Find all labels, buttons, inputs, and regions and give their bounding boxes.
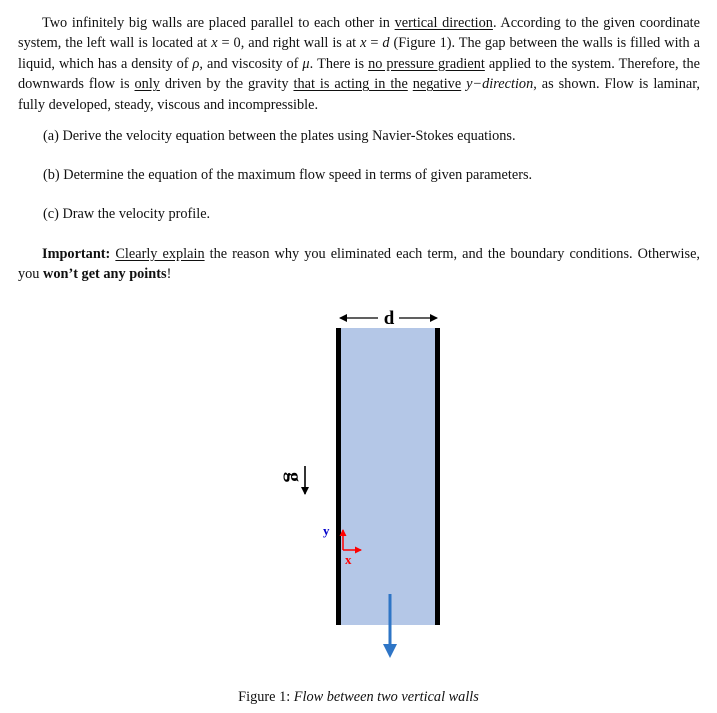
text: = — [366, 35, 383, 52]
caption-title: Flow between two vertical walls — [293, 689, 479, 705]
bold-warning: won’t get any points — [43, 266, 167, 283]
important-label: Important: — [42, 246, 111, 262]
math-var: x — [211, 35, 218, 52]
fluid-region — [339, 328, 437, 625]
text: (Figure 1). The gap between the walls is filled with a liquid, which has a density of — [18, 35, 700, 72]
flow-arrow-head — [383, 644, 397, 658]
y-label: y — [323, 523, 330, 538]
text: , as shown. Flow is laminar, fully developed, steady, viscous and incompressible. — [18, 76, 700, 113]
underlined-text: that is acting in the — [293, 76, 408, 93]
underlined-text: Clearly explain — [115, 246, 205, 262]
underlined-text: negative — [412, 76, 462, 93]
left-wall — [336, 328, 341, 625]
underlined-text: only — [134, 76, 160, 93]
text: ! — [166, 266, 172, 283]
figure-caption — [0, 689, 717, 706]
underlined-text: vertical direction — [394, 15, 493, 31]
text: . According to the given coordinate system, the left wall is located at — [18, 15, 700, 52]
math-var: x — [360, 35, 367, 52]
question-a: (a) Derive the velocity equation between the plates using Navier-Stokes equations. — [43, 128, 516, 144]
text: = 0, and right wall is at — [217, 35, 361, 52]
d-label: d — [383, 308, 395, 329]
text: driven by the gravity — [159, 76, 294, 93]
math-var: ρ — [192, 55, 200, 72]
right-wall — [435, 328, 440, 625]
question-b: (b) Determine the equation of the maximum flow speed in terms of given parameters. — [43, 167, 533, 183]
text: applied to the system. Therefore, the downwards flow is — [18, 55, 700, 93]
question-c: (c) Draw the velocity profile. — [43, 206, 211, 222]
math-var: d — [382, 35, 390, 52]
math-var: μ — [302, 55, 310, 72]
caption-prefix: Figure 1: — [238, 689, 294, 705]
math-var: y−direction — [466, 76, 534, 93]
g-label: g — [283, 472, 305, 482]
x-label: x — [345, 552, 352, 567]
underlined-text: no pressure gradient — [368, 55, 485, 72]
text: the reason why you eliminated each term, and the boundary conditions. Otherwise, you — [18, 246, 700, 283]
text: , and viscosity of — [199, 55, 303, 72]
text: Two infinitely big walls are placed parallel to each other in — [42, 15, 395, 31]
text: . There is — [309, 55, 369, 72]
